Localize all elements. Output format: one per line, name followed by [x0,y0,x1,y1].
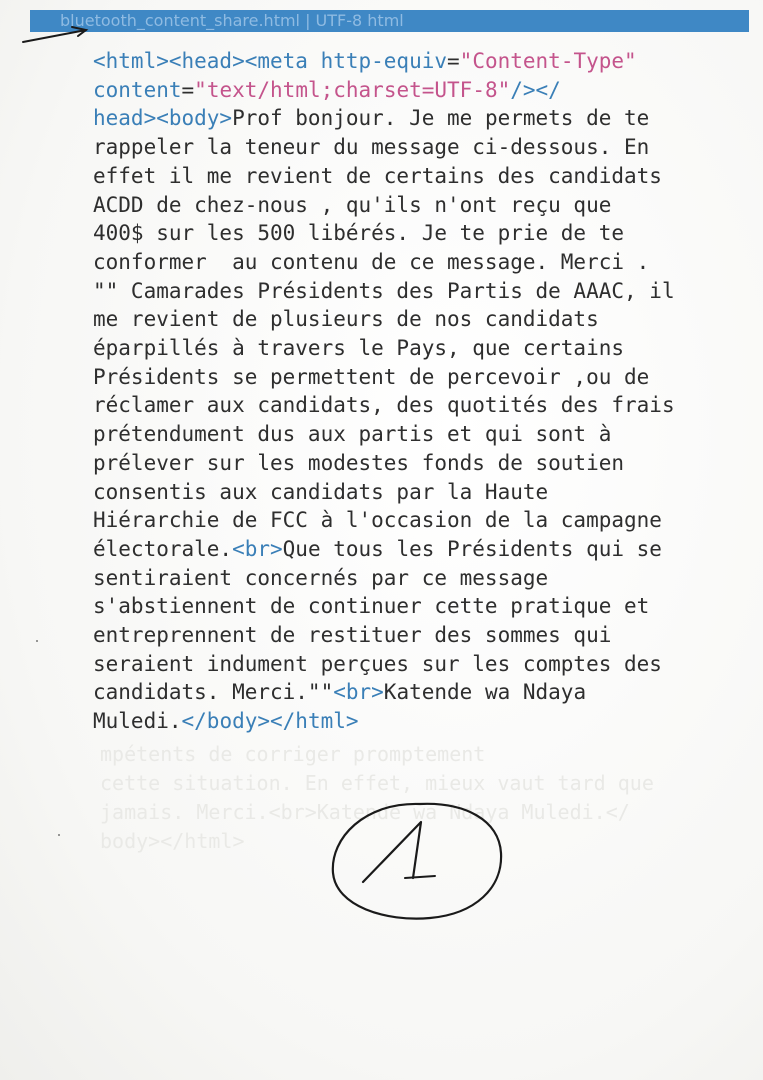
window-title: bluetooth_content_share.html | UTF-8 html [60,11,404,30]
paper-speck [36,640,38,642]
handwritten-arrow-mark [20,22,90,52]
window-title-bar [30,10,749,32]
handwritten-circled-number-1 [325,798,510,923]
paper-speck [58,834,60,836]
html-source-listing: <html><head><meta http-equiv="Content-Type" content="text/html;charset=UTF-8"/></ head><body>Prof bonjour. Je me permets de te rappeler la teneur du message ci-dessous. En effet il me revient de certains des candidats ACDD de chez-nous , qu'ils n'ont reçu que 400$ sur les 500 libérés. Je te prie de te conformer au contenu de ce message. Merci . "" Camarades Présidents des Partis de AAAC, il me revient de plusieurs de nos candidats éparpillés à travers le Pays, que certains Présidents se permettent de percevoir ,ou de réclamer aux candidats, des quotités des frais prétendument dus aux partis et qui sont à prélever sur les modestes fonds de soutien consentis aux candidats par la Haute Hiérarchie de FCC à l'occasion de la campagne électorale.<br>Que tous les Présidents qui se sentiraient concernés par ce message s'abstiennent de continuer cette pratique et entreprennent de restituer des sommes qui seraient indument perçues sur les comptes des candidats. Merci.""<br>Katende wa Ndaya Muledi.</body></html> [93,49,675,734]
bleed-through-text: mpétents de corriger promptement cette situation. En effet, mieux vaut tard que jamais. Merci.<br>Katende wa Ndaya Muledi.</ body></html> [100,742,654,853]
